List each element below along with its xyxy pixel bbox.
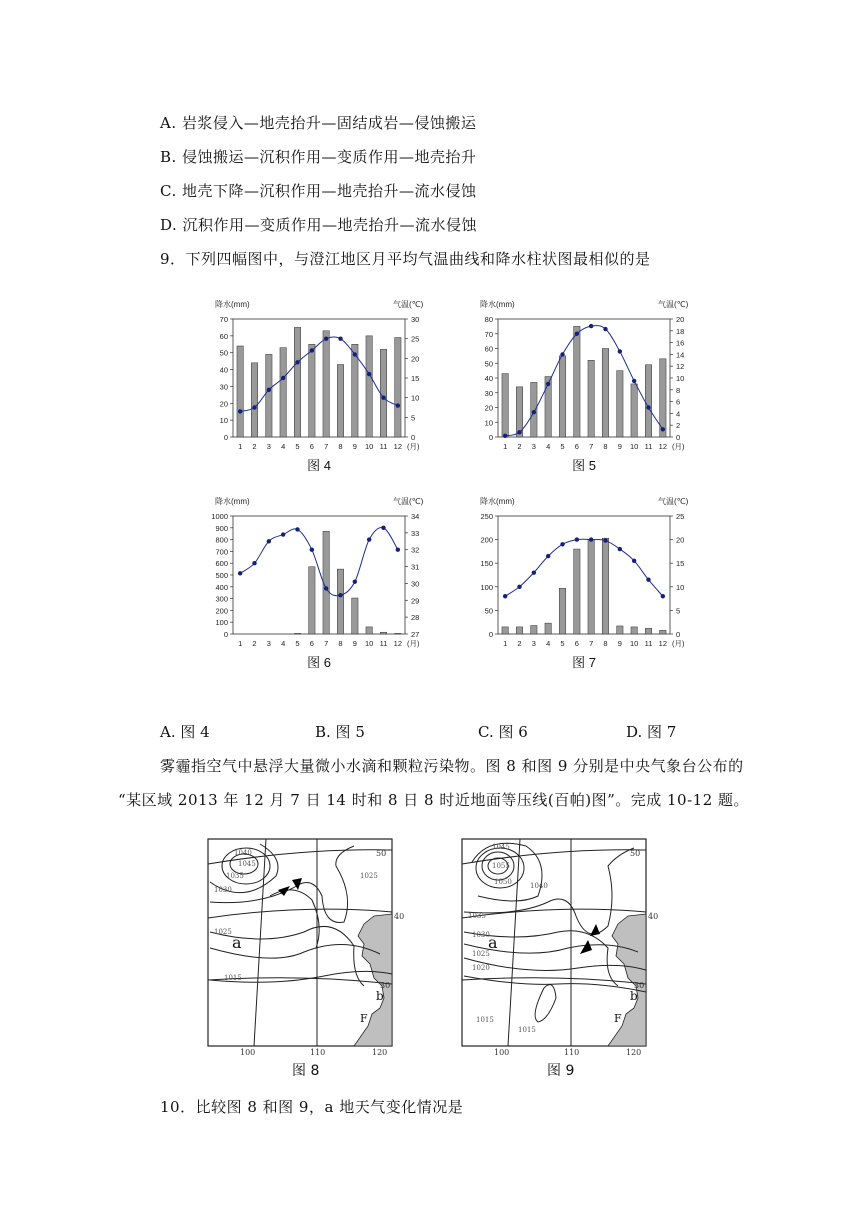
temperature-point [267, 388, 271, 392]
precip-bar [380, 349, 386, 437]
precip-bar [645, 365, 651, 437]
temperature-point [252, 405, 256, 409]
lat-40: 40 [394, 912, 405, 921]
month-label: 5 [295, 639, 300, 648]
month-label: 8 [338, 442, 343, 451]
left-tick-label: 700 [215, 547, 228, 557]
isobar-label: 1025 [472, 950, 490, 958]
left-tick-label: 0 [223, 433, 228, 442]
precip-bar [237, 346, 243, 437]
precip-bar [309, 567, 315, 634]
temperature-point [396, 548, 400, 552]
climate-chart-fig6 [205, 492, 435, 681]
month-label: 6 [309, 639, 314, 648]
temperature-point [238, 571, 242, 575]
precip-bar [617, 626, 623, 634]
precip-bar [602, 538, 608, 634]
isobar-label: 1030 [472, 931, 490, 939]
temperature-point [546, 382, 550, 386]
right-tick-label: 0 [676, 433, 681, 442]
precip-bar [309, 344, 315, 437]
isobar-label: 1015 [224, 974, 242, 982]
month-label: 7 [589, 639, 594, 648]
left-tick-label: 100 [480, 582, 493, 592]
option-d: D. 沉积作用—变质作用—地壳抬升—流水侵蚀 [160, 216, 478, 234]
plot-frame [498, 319, 670, 437]
right-tick-label: 0 [676, 630, 681, 639]
temperature-point [560, 542, 564, 546]
precip-bar [559, 588, 565, 634]
precip-bar [352, 598, 358, 634]
month-label: 12 [658, 442, 668, 451]
temperature-point [281, 376, 285, 380]
month-label: 1 [503, 639, 508, 648]
isobar-label: 1030 [214, 886, 232, 894]
precip-bar [588, 360, 594, 437]
isobar-map-fig9 [458, 836, 668, 1062]
temperature-point [575, 537, 579, 541]
isobar-label: 1035 [226, 872, 244, 880]
isobar-label: 1015 [518, 1026, 536, 1034]
point-b: b [630, 989, 638, 1003]
precip-bar [352, 344, 358, 437]
temperature-point [503, 434, 507, 438]
q9-option-d: D. 图 7 [626, 723, 677, 741]
option-a: A. 岩浆侵入—地壳抬升—固结成岩—侵蚀搬运 [160, 114, 477, 132]
plot-frame [233, 319, 405, 437]
option-b: B. 侵蚀搬运—沉积作用—变质作用—地壳抬升 [160, 148, 477, 166]
isobar-label: 1050 [494, 878, 512, 886]
month-label: 11 [379, 639, 388, 648]
temperature-point [603, 538, 607, 542]
right-tick-label: 25 [411, 334, 420, 344]
left-tick-label: 300 [215, 594, 228, 604]
precip-bar [280, 348, 286, 437]
temperature-point [661, 427, 665, 431]
temperature-line [240, 337, 398, 411]
month-unit: (月) [407, 639, 420, 648]
month-label: 4 [546, 639, 551, 648]
month-label: 2 [517, 442, 522, 451]
temperature-point [338, 336, 342, 340]
right-tick-label: 16 [676, 338, 685, 348]
left-tick-label: 200 [215, 606, 228, 616]
precip-bar [366, 336, 372, 437]
right-axis-title: 气温(℃) [393, 300, 424, 309]
precip-bar [294, 633, 300, 634]
precip-bar [502, 374, 508, 437]
month-label: 11 [644, 639, 653, 648]
precip-bar [631, 627, 637, 634]
climate-chart-fig4 [205, 295, 435, 484]
isobar-label: 1025 [214, 928, 232, 936]
right-tick-label: 28 [411, 613, 420, 623]
right-tick-label: 14 [676, 350, 685, 360]
left-tick-label: 60 [484, 344, 493, 354]
right-tick-label: 25 [676, 512, 685, 521]
right-tick-label: 20 [676, 315, 685, 324]
temperature-point [338, 593, 342, 597]
left-tick-label: 900 [215, 523, 228, 533]
lat-30: 30 [380, 981, 391, 990]
left-axis-title: 降水(mm) [480, 300, 515, 309]
temperature-point [632, 379, 636, 383]
left-tick-label: 0 [488, 433, 493, 442]
right-tick-label: 33 [411, 528, 420, 538]
right-tick-label: 5 [676, 606, 681, 616]
point-a: a [232, 933, 242, 952]
precip-bar [660, 630, 666, 634]
month-unit: (月) [407, 442, 420, 451]
month-label: 4 [546, 442, 551, 451]
month-label: 12 [658, 639, 668, 648]
month-label: 1 [503, 442, 508, 451]
chart-caption: 图 4 [307, 458, 331, 473]
month-label: 2 [517, 639, 522, 648]
left-tick-label: 400 [215, 582, 228, 592]
lon-120: 120 [372, 1048, 388, 1057]
isobar-label: 1055 [492, 862, 510, 870]
left-axis-title: 降水(mm) [480, 497, 515, 506]
left-axis-title: 降水(mm) [215, 497, 250, 506]
temperature-point [517, 430, 521, 434]
question-10: 10．比较图 8 和图 9，a 地天气变化情况是 [160, 1098, 464, 1116]
temperature-point [252, 561, 256, 565]
left-tick-label: 200 [480, 535, 493, 545]
lat-50: 50 [630, 849, 641, 858]
climate-chart-fig7 [470, 492, 700, 681]
isobar-label: 1015 [476, 1016, 494, 1024]
precip-bar [380, 632, 386, 634]
isobar-label: 1020 [472, 964, 490, 972]
precip-bar [574, 549, 580, 634]
temperature-point [646, 405, 650, 409]
temperature-point [632, 559, 636, 563]
month-label: 5 [560, 639, 565, 648]
left-tick-label: 30 [484, 388, 493, 398]
month-label: 2 [252, 639, 257, 648]
month-label: 11 [644, 442, 653, 451]
month-label: 9 [617, 639, 622, 648]
map-caption-fig8: 图 8 [292, 1063, 320, 1079]
month-label: 6 [574, 639, 579, 648]
chart-caption: 图 7 [572, 655, 596, 670]
month-label: 10 [629, 442, 639, 451]
temperature-point [267, 539, 271, 543]
temperature-point [618, 349, 622, 353]
right-tick-label: 15 [411, 374, 420, 383]
precip-bar [266, 354, 272, 437]
month-label: 5 [560, 442, 565, 451]
right-tick-label: 10 [676, 582, 685, 592]
month-label: 3 [266, 639, 271, 648]
precip-bar [323, 331, 329, 437]
left-tick-label: 10 [484, 418, 493, 428]
temperature-point [324, 586, 328, 590]
month-label: 9 [617, 442, 622, 451]
right-tick-label: 5 [411, 413, 416, 423]
isobar-label: 1040 [530, 882, 548, 890]
month-label: 5 [295, 442, 300, 451]
temperature-point [517, 585, 521, 589]
left-tick-label: 60 [219, 331, 228, 341]
temperature-point [589, 324, 593, 328]
left-tick-label: 80 [484, 315, 493, 324]
right-tick-label: 31 [411, 562, 420, 572]
month-label: 3 [266, 442, 271, 451]
point-f: F [614, 1012, 622, 1025]
lat-30: 30 [634, 981, 645, 990]
right-tick-label: 10 [676, 374, 685, 383]
temperature-line [505, 539, 663, 596]
precip-bar [545, 623, 551, 634]
left-tick-label: 50 [219, 348, 228, 358]
month-label: 10 [364, 442, 374, 451]
left-tick-label: 500 [215, 571, 228, 580]
lon-100: 100 [494, 1048, 510, 1057]
right-tick-label: 20 [411, 354, 420, 364]
left-tick-label: 10 [219, 416, 228, 426]
left-tick-label: 800 [215, 535, 228, 545]
precip-bar [531, 626, 537, 634]
precip-bar [395, 338, 401, 437]
month-label: 12 [393, 639, 403, 648]
right-tick-label: 8 [676, 385, 681, 395]
map-caption-fig9: 图 9 [547, 1063, 575, 1079]
temperature-point [381, 526, 385, 530]
left-tick-label: 250 [480, 512, 493, 521]
left-tick-label: 40 [219, 365, 228, 375]
temperature-point [575, 332, 579, 336]
month-label: 1 [238, 639, 243, 648]
precip-bar [337, 365, 343, 437]
left-axis-title: 降水(mm) [215, 300, 250, 309]
precip-bar [617, 371, 623, 437]
precip-bar [645, 628, 651, 634]
precip-bar [337, 569, 343, 634]
precip-bar [559, 356, 565, 437]
precip-bar [516, 627, 522, 634]
month-label: 7 [324, 639, 329, 648]
month-label: 11 [379, 442, 388, 451]
plot-frame [498, 516, 670, 634]
left-tick-label: 50 [484, 359, 493, 369]
right-tick-label: 29 [411, 596, 420, 606]
temperature-point [353, 352, 357, 356]
left-tick-label: 100 [215, 618, 228, 628]
temperature-point [546, 554, 550, 558]
q9-option-c: C. 图 6 [478, 723, 528, 741]
isobar-label: 1035 [468, 912, 486, 920]
precip-bar [631, 384, 637, 437]
q9-option-a: A. 图 4 [160, 723, 210, 741]
month-label: 3 [531, 442, 536, 451]
temperature-point [353, 580, 357, 584]
temperature-point [589, 537, 593, 541]
month-label: 10 [364, 639, 374, 648]
temperature-point [281, 532, 285, 536]
plot-frame [233, 516, 405, 634]
temperature-point [367, 537, 371, 541]
month-label: 7 [589, 442, 594, 451]
point-f: F [360, 1012, 368, 1025]
temperature-line [505, 326, 663, 436]
month-label: 9 [352, 639, 357, 648]
month-label: 3 [531, 639, 536, 648]
right-tick-label: 10 [411, 393, 420, 403]
month-label: 12 [393, 442, 403, 451]
month-label: 7 [324, 442, 329, 451]
option-c: C. 地壳下降—沉积作用—地壳抬升—流水侵蚀 [160, 182, 477, 200]
right-tick-label: 6 [676, 397, 681, 407]
right-tick-label: 34 [411, 512, 420, 521]
temperature-point [396, 403, 400, 407]
right-tick-label: 32 [411, 545, 420, 555]
passage-line-2: “某区域 2013 年 12 月 7 日 14 时和 8 日 8 时近地面等压线(百帕)图”。完成 10-12 题。 [118, 791, 750, 809]
precip-bar [251, 363, 257, 437]
temperature-point [295, 527, 299, 531]
isobar-label: 1025 [360, 872, 378, 880]
right-tick-label: 30 [411, 579, 420, 589]
month-label: 10 [629, 639, 639, 648]
right-tick-label: 2 [676, 421, 681, 431]
month-label: 4 [281, 442, 286, 451]
month-label: 2 [252, 442, 257, 451]
temperature-point [310, 548, 314, 552]
left-tick-label: 0 [488, 630, 493, 639]
point-a: a [488, 933, 498, 952]
left-tick-label: 50 [484, 606, 493, 616]
precip-bar [531, 382, 537, 437]
temperature-point [603, 327, 607, 331]
question-9: 9．下列四幅图中，与澄江地区月平均气温曲线和降水柱状图最相似的是 [160, 250, 651, 268]
temperature-point [560, 352, 564, 356]
left-tick-label: 70 [219, 315, 228, 324]
left-tick-label: 30 [219, 382, 228, 392]
precip-bar [574, 326, 580, 437]
month-unit: (月) [672, 442, 685, 451]
right-tick-label: 30 [411, 315, 420, 324]
temperature-point [661, 594, 665, 598]
precip-bar [366, 627, 372, 634]
right-tick-label: 18 [676, 326, 685, 336]
month-unit: (月) [672, 639, 685, 648]
isobar-map-fig8 [204, 836, 414, 1062]
temperature-point [295, 360, 299, 364]
precip-bar [294, 327, 300, 437]
lon-110: 110 [564, 1048, 580, 1057]
precip-bar [602, 349, 608, 438]
temperature-point [367, 372, 371, 376]
right-axis-title: 气温(℃) [393, 497, 424, 506]
temperature-point [532, 570, 536, 574]
temperature-line [240, 527, 398, 595]
chart-caption: 图 5 [572, 458, 596, 473]
right-axis-title: 气温(℃) [658, 300, 689, 309]
isobar-label: 1045 [492, 843, 510, 851]
isobar-label: 1045 [238, 860, 256, 868]
left-tick-label: 1000 [211, 512, 228, 521]
temperature-point [503, 594, 507, 598]
right-tick-label: 20 [676, 535, 685, 545]
lon-110: 110 [310, 1048, 326, 1057]
temperature-point [646, 578, 650, 582]
temperature-point [618, 547, 622, 551]
month-label: 8 [603, 442, 608, 451]
point-b: b [376, 989, 384, 1003]
left-tick-label: 70 [484, 329, 493, 339]
right-tick-label: 12 [676, 362, 685, 372]
temperature-point [532, 410, 536, 414]
month-label: 9 [352, 442, 357, 451]
temperature-point [381, 395, 385, 399]
temperature-point [310, 348, 314, 352]
right-tick-label: 0 [411, 433, 416, 442]
temperature-point [324, 336, 328, 340]
month-label: 8 [338, 639, 343, 648]
right-tick-label: 15 [676, 559, 685, 569]
month-label: 8 [603, 639, 608, 648]
lon-100: 100 [240, 1048, 256, 1057]
left-tick-label: 20 [484, 403, 493, 413]
precip-bar [588, 540, 594, 634]
left-tick-label: 40 [484, 374, 493, 383]
q9-option-b: B. 图 5 [315, 723, 365, 741]
lat-50: 50 [376, 849, 387, 858]
left-tick-label: 600 [215, 559, 228, 569]
month-label: 6 [309, 442, 314, 451]
precip-bar [502, 627, 508, 634]
right-tick-label: 4 [676, 409, 681, 419]
precip-bar [395, 633, 401, 634]
lon-120: 120 [626, 1048, 642, 1057]
passage-line-1: 雾霾指空气中悬浮大量微小水滴和颗粒污染物。图 8 和图 9 分别是中央气象台公布的 [160, 757, 744, 775]
right-tick-label: 27 [411, 630, 420, 639]
chart-caption: 图 6 [307, 655, 331, 670]
temperature-point [238, 409, 242, 413]
left-tick-label: 0 [223, 630, 228, 639]
left-tick-label: 150 [480, 559, 493, 569]
isobar-label: 1040 [234, 849, 252, 857]
lat-40: 40 [648, 912, 659, 921]
left-tick-label: 20 [219, 399, 228, 409]
month-label: 1 [238, 442, 243, 451]
month-label: 6 [574, 442, 579, 451]
climate-chart-fig5 [470, 295, 700, 484]
month-label: 4 [281, 639, 286, 648]
right-axis-title: 气温(℃) [658, 497, 689, 506]
